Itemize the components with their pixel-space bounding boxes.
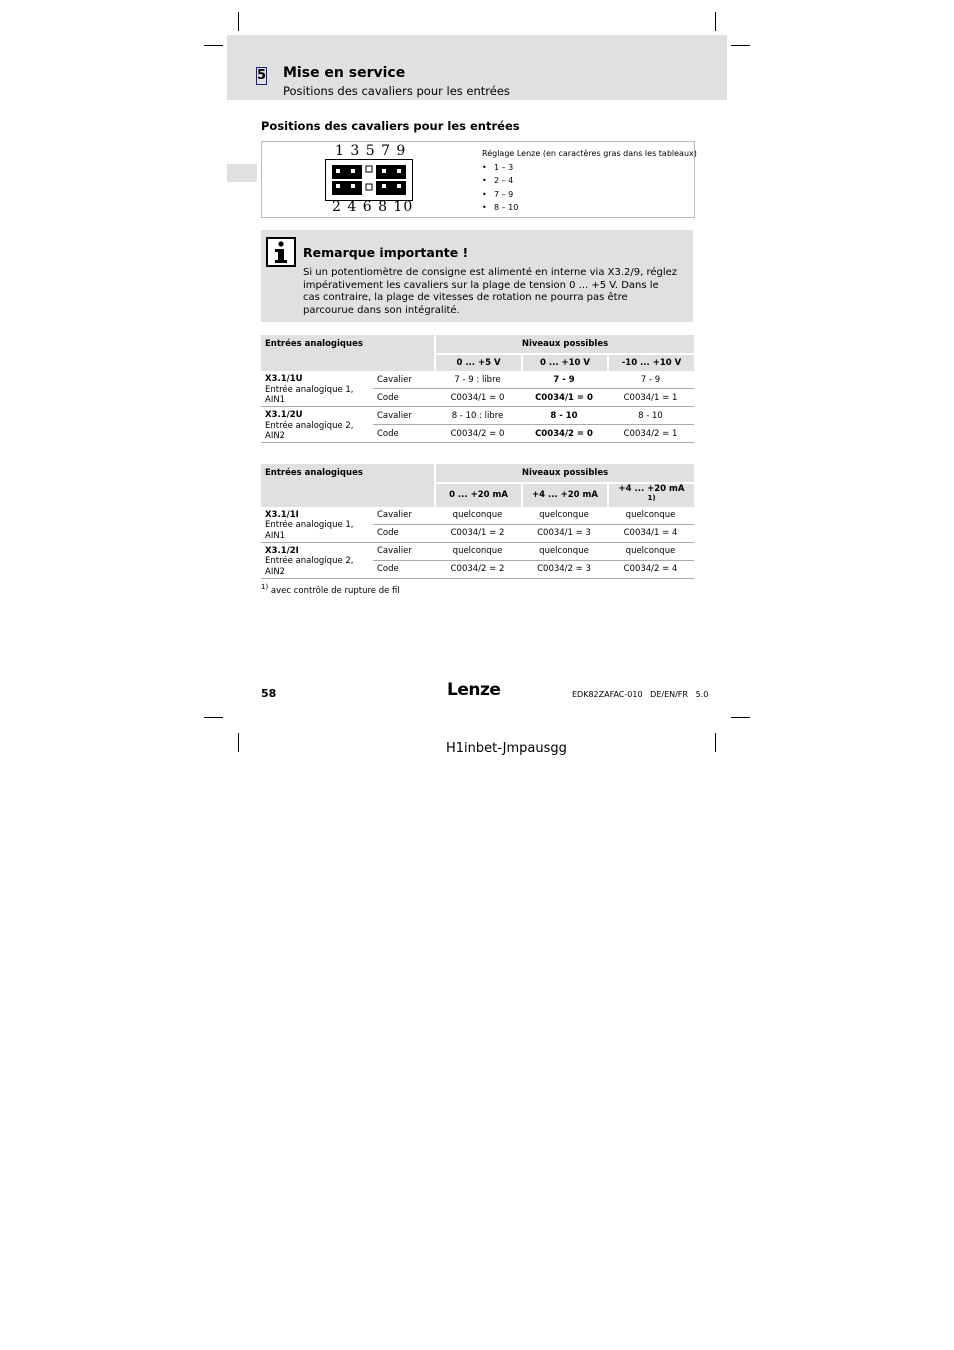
row-label: Code — [373, 425, 434, 443]
pin-labels-top: 1 3 5 7 9 — [335, 143, 407, 159]
crop-mark — [731, 717, 750, 718]
table-header: Entrées analogiques — [261, 335, 434, 371]
table-cell: C0034/2 = 4 — [607, 561, 694, 579]
current-input-table — [261, 464, 694, 579]
input-id: X3.1/1I — [265, 509, 299, 520]
table-cell: 8 - 10 — [521, 407, 607, 425]
levels-header: Niveaux possibles — [434, 335, 694, 353]
table-cell: C0034/1 = 3 — [521, 525, 607, 543]
crop-mark — [238, 12, 239, 31]
default-setting-info — [482, 147, 697, 215]
table-cell: C0034/1 = 0 — [521, 389, 607, 407]
footnote-text: avec contrôle de rupture de fil — [270, 585, 400, 596]
table-cell: C0034/2 = 0 — [434, 425, 521, 443]
input-id: X3.1/2I — [265, 545, 299, 556]
table-cell: C0034/2 = 1 — [607, 425, 694, 443]
default-item: • 1 – 3 — [482, 161, 697, 175]
document-id: EDK82ZAFAC-010 DE/EN/FR 5.0 — [572, 690, 709, 699]
chapter-title: Mise en service — [283, 65, 406, 81]
row-label: Cavalier — [373, 507, 434, 525]
input-cell — [261, 507, 373, 543]
input-desc: Entrée analogique 2, AIN2 — [265, 556, 354, 577]
default-item: • 2 – 4 — [482, 174, 697, 188]
table-cell: C0034/1 = 1 — [607, 389, 694, 407]
table-cell: 8 - 10 : libre — [434, 407, 521, 425]
chapter-number: 5 — [257, 68, 267, 83]
col-header: 0 ... +10 V — [521, 353, 607, 371]
table-cell: quelconque — [434, 507, 521, 525]
col-header: 0 ... +5 V — [434, 353, 521, 371]
note-text: Si un potentiomètre de consigne est alimenté en interne via X3.2/9, réglez impérativement les cavaliers sur la plage de tension 0 ... +5 V. Dans le cas contraire, la plage de vitesses de rotation ne pourra pas être parcourue dans son intégralité. — [303, 267, 678, 316]
col-header: -10 ... +10 V — [607, 353, 694, 371]
col-header: +4 ... +20 mA — [521, 482, 607, 507]
table-cell: quelconque — [607, 543, 694, 561]
input-cell — [261, 407, 373, 443]
table-cell: C0034/2 = 0 — [521, 425, 607, 443]
table-cell: C0034/1 = 2 — [434, 525, 521, 543]
jumper-block-diagram — [325, 159, 413, 201]
table-cell: quelconque — [434, 543, 521, 561]
table-cell: C0034/1 = 4 — [607, 525, 694, 543]
crop-mark — [238, 733, 239, 752]
table-cell: 7 - 9 — [607, 371, 694, 389]
bottom-label: H1inbet-Jmpausgg — [446, 741, 567, 756]
table-cell: quelconque — [521, 507, 607, 525]
page-number: 58 — [261, 687, 277, 700]
table-cell: C0034/2 = 2 — [434, 561, 521, 579]
lenze-logo: Lenze — [447, 680, 501, 700]
table-cell: quelconque — [521, 543, 607, 561]
table-header: Entrées analogiques — [261, 464, 434, 507]
crop-mark — [715, 733, 716, 752]
note-title: Remarque importante ! — [303, 245, 469, 260]
default-setting-label: Réglage Lenze (en caractères gras dans les tableaux) — [482, 149, 697, 158]
row-label: Code — [373, 561, 434, 579]
table-cell: C0034/2 = 3 — [521, 561, 607, 579]
col-header: 0 ... +20 mA — [434, 482, 521, 507]
table-cell: 7 - 9 : libre — [434, 371, 521, 389]
row-label: Cavalier — [373, 371, 434, 389]
row-label: Code — [373, 525, 434, 543]
input-desc: Entrée analogique 1, AIN1 — [265, 384, 354, 405]
crop-mark — [204, 45, 223, 46]
crop-mark — [731, 45, 750, 46]
table-cell: C0034/1 = 0 — [434, 389, 521, 407]
col-header-text: +4 ... +20 mA — [618, 484, 685, 494]
table-cell: 8 - 10 — [607, 407, 694, 425]
levels-header: Niveaux possibles — [434, 464, 694, 482]
side-tab — [227, 164, 257, 182]
section-title: Positions des cavaliers pour les entrées — [261, 119, 520, 133]
input-desc: Entrée analogique 1, AIN1 — [265, 520, 354, 541]
chapter-subtitle: Positions des cavaliers pour les entrées — [283, 84, 510, 98]
input-cell — [261, 371, 373, 407]
default-item: • 8 – 10 — [482, 201, 697, 215]
input-id: X3.1/2U — [265, 410, 303, 420]
default-item: • 7 – 9 — [482, 188, 697, 202]
crop-mark — [204, 717, 223, 718]
footnote-ref: 1) — [647, 494, 656, 502]
footnote-mark: 1) — [261, 583, 269, 591]
table-cell: 7 - 9 — [521, 371, 607, 389]
row-label: Code — [373, 389, 434, 407]
crop-mark — [715, 12, 716, 31]
input-cell — [261, 543, 373, 579]
table-cell: quelconque — [607, 507, 694, 525]
pin-labels-bottom: 2 4 6 8 10 — [332, 199, 414, 215]
footnote — [261, 583, 400, 596]
info-i-icon — [266, 237, 296, 267]
row-label: Cavalier — [373, 407, 434, 425]
voltage-input-table — [261, 335, 694, 443]
input-desc: Entrée analogique 2, AIN2 — [265, 420, 354, 441]
row-label: Cavalier — [373, 543, 434, 561]
col-header — [607, 482, 694, 507]
input-id: X3.1/1U — [265, 374, 303, 384]
